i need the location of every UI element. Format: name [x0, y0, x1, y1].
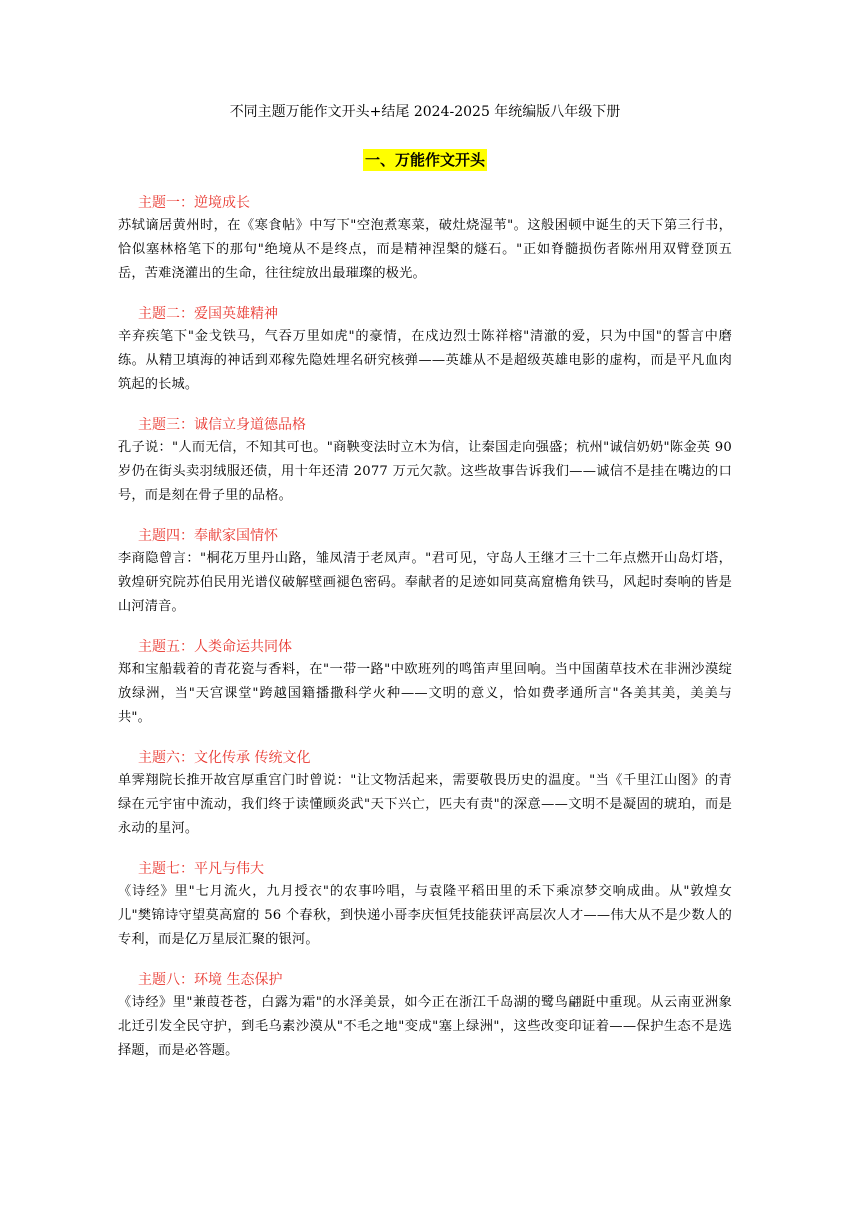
theme-block-5 [118, 636, 732, 730]
theme-block-1 [118, 192, 732, 286]
theme-block-3 [118, 414, 732, 508]
section-heading-container [118, 149, 732, 173]
theme-title: 主题三：诚信立身道德品格 [138, 417, 306, 433]
theme-title: 主题二：爱国英雄精神 [138, 306, 278, 322]
document-page [118, 100, 732, 1063]
theme-body: 郑和宝船载着的青花瓷与香料，在"一带一路"中欧班列的鸣笛声里回响。当中国菌草技术在非洲沙漠绽放绿洲，当"天宫课堂"跨越国籍播撒科学火种——文明的意义，恰如费孝通所言"各美其美，美美与共"。 [118, 662, 732, 725]
theme-body: 苏轼谪居黄州时，在《寒食帖》中写下"空泡煮寒菜，破灶烧湿苇"。这般困顿中诞生的天下第三行书，恰似塞林格笔下的那句"绝境从不是终点，而是精神涅槃的燧石。"正如脊髓损伤者陈州用双臂登顶五岳，苦难浇灌出的生命，往往绽放出最璀璨的极光。 [118, 218, 732, 281]
theme-block-8 [118, 969, 732, 1063]
theme-body: 《诗经》里"七月流火，九月授衣"的农事吟唱，与袁隆平稻田里的禾下乘凉梦交响成曲。从"敦煌女儿"樊锦诗守望莫高窟的 56 个春秋，到快递小哥李庆恒凭技能获评高层次人才——伟大从不是少数人的专利，而是亿万星辰汇聚的银河。 [118, 884, 732, 947]
themes-list [118, 192, 732, 1063]
theme-body: 李商隐曾言："桐花万里丹山路，雏凤清于老凤声。"君可见，守岛人王继才三十二年点燃开山岛灯塔，敦煌研究院苏伯民用光谱仪破解壁画褪色密码。奉献者的足迹如同莫高窟檐角铁马，风起时奏响的皆是山河清音。 [118, 551, 732, 614]
theme-title: 主题四：奉献家国情怀 [138, 528, 278, 544]
theme-block-6 [118, 747, 732, 841]
theme-block-2 [118, 303, 732, 397]
theme-body: 《诗经》里"兼葭苍苍，白露为霜"的水泽美景，如今正在浙江千岛湖的鹭鸟翩跹中重现。从云南亚洲象北迁引发全民守护，到毛乌素沙漠从"不毛之地"变成"塞上绿洲"，这些改变印证着——保护生态不是选择题，而是必答题。 [118, 995, 732, 1058]
theme-block-7 [118, 858, 732, 952]
theme-block-4 [118, 525, 732, 619]
theme-title: 主题七：平凡与伟大 [138, 861, 264, 877]
theme-title: 主题一：逆境成长 [138, 195, 250, 211]
theme-title: 主题五：人类命运共同体 [138, 639, 292, 655]
section-heading: 一、万能作文开头 [364, 151, 485, 169]
theme-body: 单霁翔院长推开故宫厚重宫门时曾说："让文物活起来，需要敬畏历史的温度。"当《千里江山图》的青绿在元宇宙中流动，我们终于读懂顾炎武"天下兴亡，匹夫有责"的深意——文明不是凝固的琥珀，而是永动的星河。 [118, 773, 732, 836]
theme-body: 孔子说："人而无信，不知其可也。"商鞅变法时立木为信，让秦国走向强盛；杭州"诚信奶奶"陈金英 90 岁仍在街头卖羽绒服还债，用十年还清 2077 万元欠款。这些故事告诉我们——诚信不是挂在嘴边的口号，而是刻在骨子里的品格。 [118, 440, 732, 503]
theme-title: 主题八：环境 生态保护 [138, 972, 283, 988]
theme-title: 主题六：文化传承 传统文化 [138, 750, 311, 766]
document-title: 不同主题万能作文开头+结尾 2024-2025 年统编版八年级下册 [229, 104, 621, 120]
theme-body: 辛弃疾笔下"金戈铁马，气吞万里如虎"的豪情，在戍边烈士陈祥榕"清澈的爱，只为中国"的誓言中磨练。从精卫填海的神话到邓稼先隐姓埋名研究核弹——英雄从不是超级英雄电影的虚构，而是平凡血肉筑起的长城。 [118, 329, 732, 392]
